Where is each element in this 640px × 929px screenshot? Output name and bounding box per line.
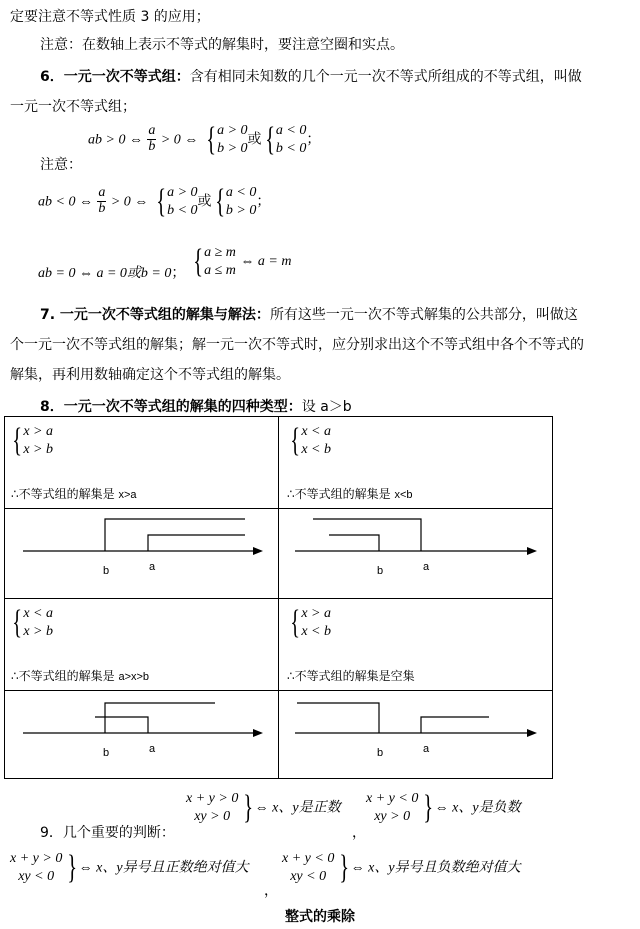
r2-end: ； (256, 193, 271, 210)
axis-arrow (527, 547, 537, 555)
cell-3-solution: ∴不等式组的解集是 a>x>b (11, 669, 150, 683)
label-b: b (377, 747, 384, 759)
r2-fraction: $\frac{a}{b}$ (98, 185, 106, 216)
r1-lhs: ab > 0 ⇔ (88, 132, 143, 148)
number-line-1 (5, 509, 278, 599)
cell-1-solution: ∴不等式组的解集是 x>a (11, 487, 137, 501)
r2-system-1: { a > 0 b < 0 (156, 182, 198, 220)
judgment-1: x + y > 0 xy > 0 } ⇔ x、y是正数 (186, 788, 341, 826)
label-a: a (423, 743, 430, 755)
judgment-4: x + y < 0 xy < 0 } ⇔ x、y异号且负数绝对值大 (282, 848, 521, 886)
cell-1-number-line (5, 509, 279, 599)
section-6-text-b: 一元一次不等式组； (10, 99, 136, 115)
section-6-text-a: 含有相同未知数的几个一元一次不等式所组成的不等式组，叫做 (189, 69, 582, 85)
r3-system: { a ≥ m a ≤ m (193, 242, 236, 280)
r1-system-2: { a < 0 b < 0 (264, 120, 307, 158)
number-line-3 (5, 691, 278, 779)
range-x-gt-a (421, 717, 489, 733)
label-a: a (149, 561, 156, 573)
r1-end: ； (306, 131, 321, 148)
r1-or: 或 (247, 131, 262, 148)
range-x-lt-b (297, 703, 379, 733)
section-8-title: 8．一元一次不等式组的解集的四种类型： (40, 399, 302, 415)
section-7-text-c: 解集，再利用数轴确定这个不等式组的解集。 (10, 367, 290, 383)
section-9-label: 9．几个重要的判断： (40, 825, 175, 841)
label-a: a (149, 743, 156, 755)
cell-4-system (279, 599, 553, 691)
section-7-title: 7. 一元一次不等式组的解集与解法： (40, 307, 270, 323)
r1-mid: > 0 ⇔ (160, 132, 199, 148)
number-line-4 (279, 691, 552, 779)
section-7-text-a: 所有这些一元一次不等式解集的公共部分，叫做这 (269, 307, 578, 323)
cell-2-system (279, 417, 553, 509)
label-b: b (103, 747, 110, 759)
label-b: b (377, 565, 384, 577)
cell-3-number-line (5, 691, 279, 779)
range-x-gt-a (148, 535, 245, 551)
cell-3-brace-system: { x < a x > b (12, 603, 53, 641)
cell-4-brace-system: { x > a x < b (290, 603, 331, 641)
label-b: b (103, 565, 110, 577)
section-6-title: 6．一元一次不等式组： (40, 69, 190, 85)
r3-sep: ； (171, 265, 186, 281)
solution-types-table (4, 416, 553, 779)
axis-arrow (527, 729, 537, 737)
r2-or: 或 (197, 193, 212, 210)
r3-rhs: ⇔ a = m (240, 254, 292, 269)
section-6-line (40, 66, 582, 86)
judgment-sep-1: ， (352, 825, 366, 841)
judgment-3: x + y > 0 xy < 0 } ⇔ x、y异号且正数绝对值大 (10, 848, 249, 886)
axis-arrow (253, 729, 263, 737)
text-line-1: 定要注意不等式性质 3 的应用； (10, 9, 210, 25)
section-8-suffix: 设 a＞b (301, 399, 352, 415)
cell-1-brace-system: { x > a x > b (12, 421, 53, 459)
r2-mid: > 0 ⇔ (110, 194, 149, 210)
section-7-line (40, 304, 578, 324)
r2-lhs: ab < 0 ⇔ (38, 194, 93, 210)
range-x-lt-a (95, 717, 148, 733)
formula-row-2 (38, 184, 270, 219)
section-8-line (40, 396, 352, 416)
footer-heading: 整式的乘除 (285, 909, 355, 925)
cell-1-system (5, 417, 279, 509)
section-7-text-b: 个一元一次不等式组的解集；解一元一次不等式时，应分别求出这个不等式组中各个不等式的 (10, 337, 584, 353)
r1-fraction: $\frac{a}{b}$ (148, 123, 156, 154)
r1-system-1: { a > 0 b > 0 (206, 120, 248, 158)
note-label: 注意： (40, 157, 82, 173)
cell-3-system (5, 599, 279, 691)
label-a: a (423, 561, 430, 573)
judgment-sep-3: ， (264, 883, 278, 899)
formula-row-3 (38, 244, 291, 282)
cell-2-solution: ∴不等式组的解集是 x<b (287, 487, 413, 501)
cell-4-solution: ∴不等式组的解集是空集 (287, 669, 415, 683)
judgment-2: x + y < 0 xy > 0 } ⇔ x、y是负数 (366, 788, 521, 826)
formula-row-1 (88, 122, 320, 157)
r3-lhs: ab = 0 ⇔ a = 0或b = 0 (38, 266, 172, 281)
range-x-gt-b (105, 703, 215, 733)
cell-2-brace-system: { x < a x < b (290, 421, 331, 459)
r2-system-2: { a < 0 b > 0 (214, 182, 257, 220)
axis-arrow (253, 547, 263, 555)
number-line-2 (279, 509, 552, 599)
text-line-2: 注意：在数轴上表示不等式的解集时，要注意空圈和实点。 (40, 37, 404, 53)
cell-4-number-line (279, 691, 553, 779)
range-x-lt-b (329, 535, 379, 551)
cell-2-number-line (279, 509, 553, 599)
